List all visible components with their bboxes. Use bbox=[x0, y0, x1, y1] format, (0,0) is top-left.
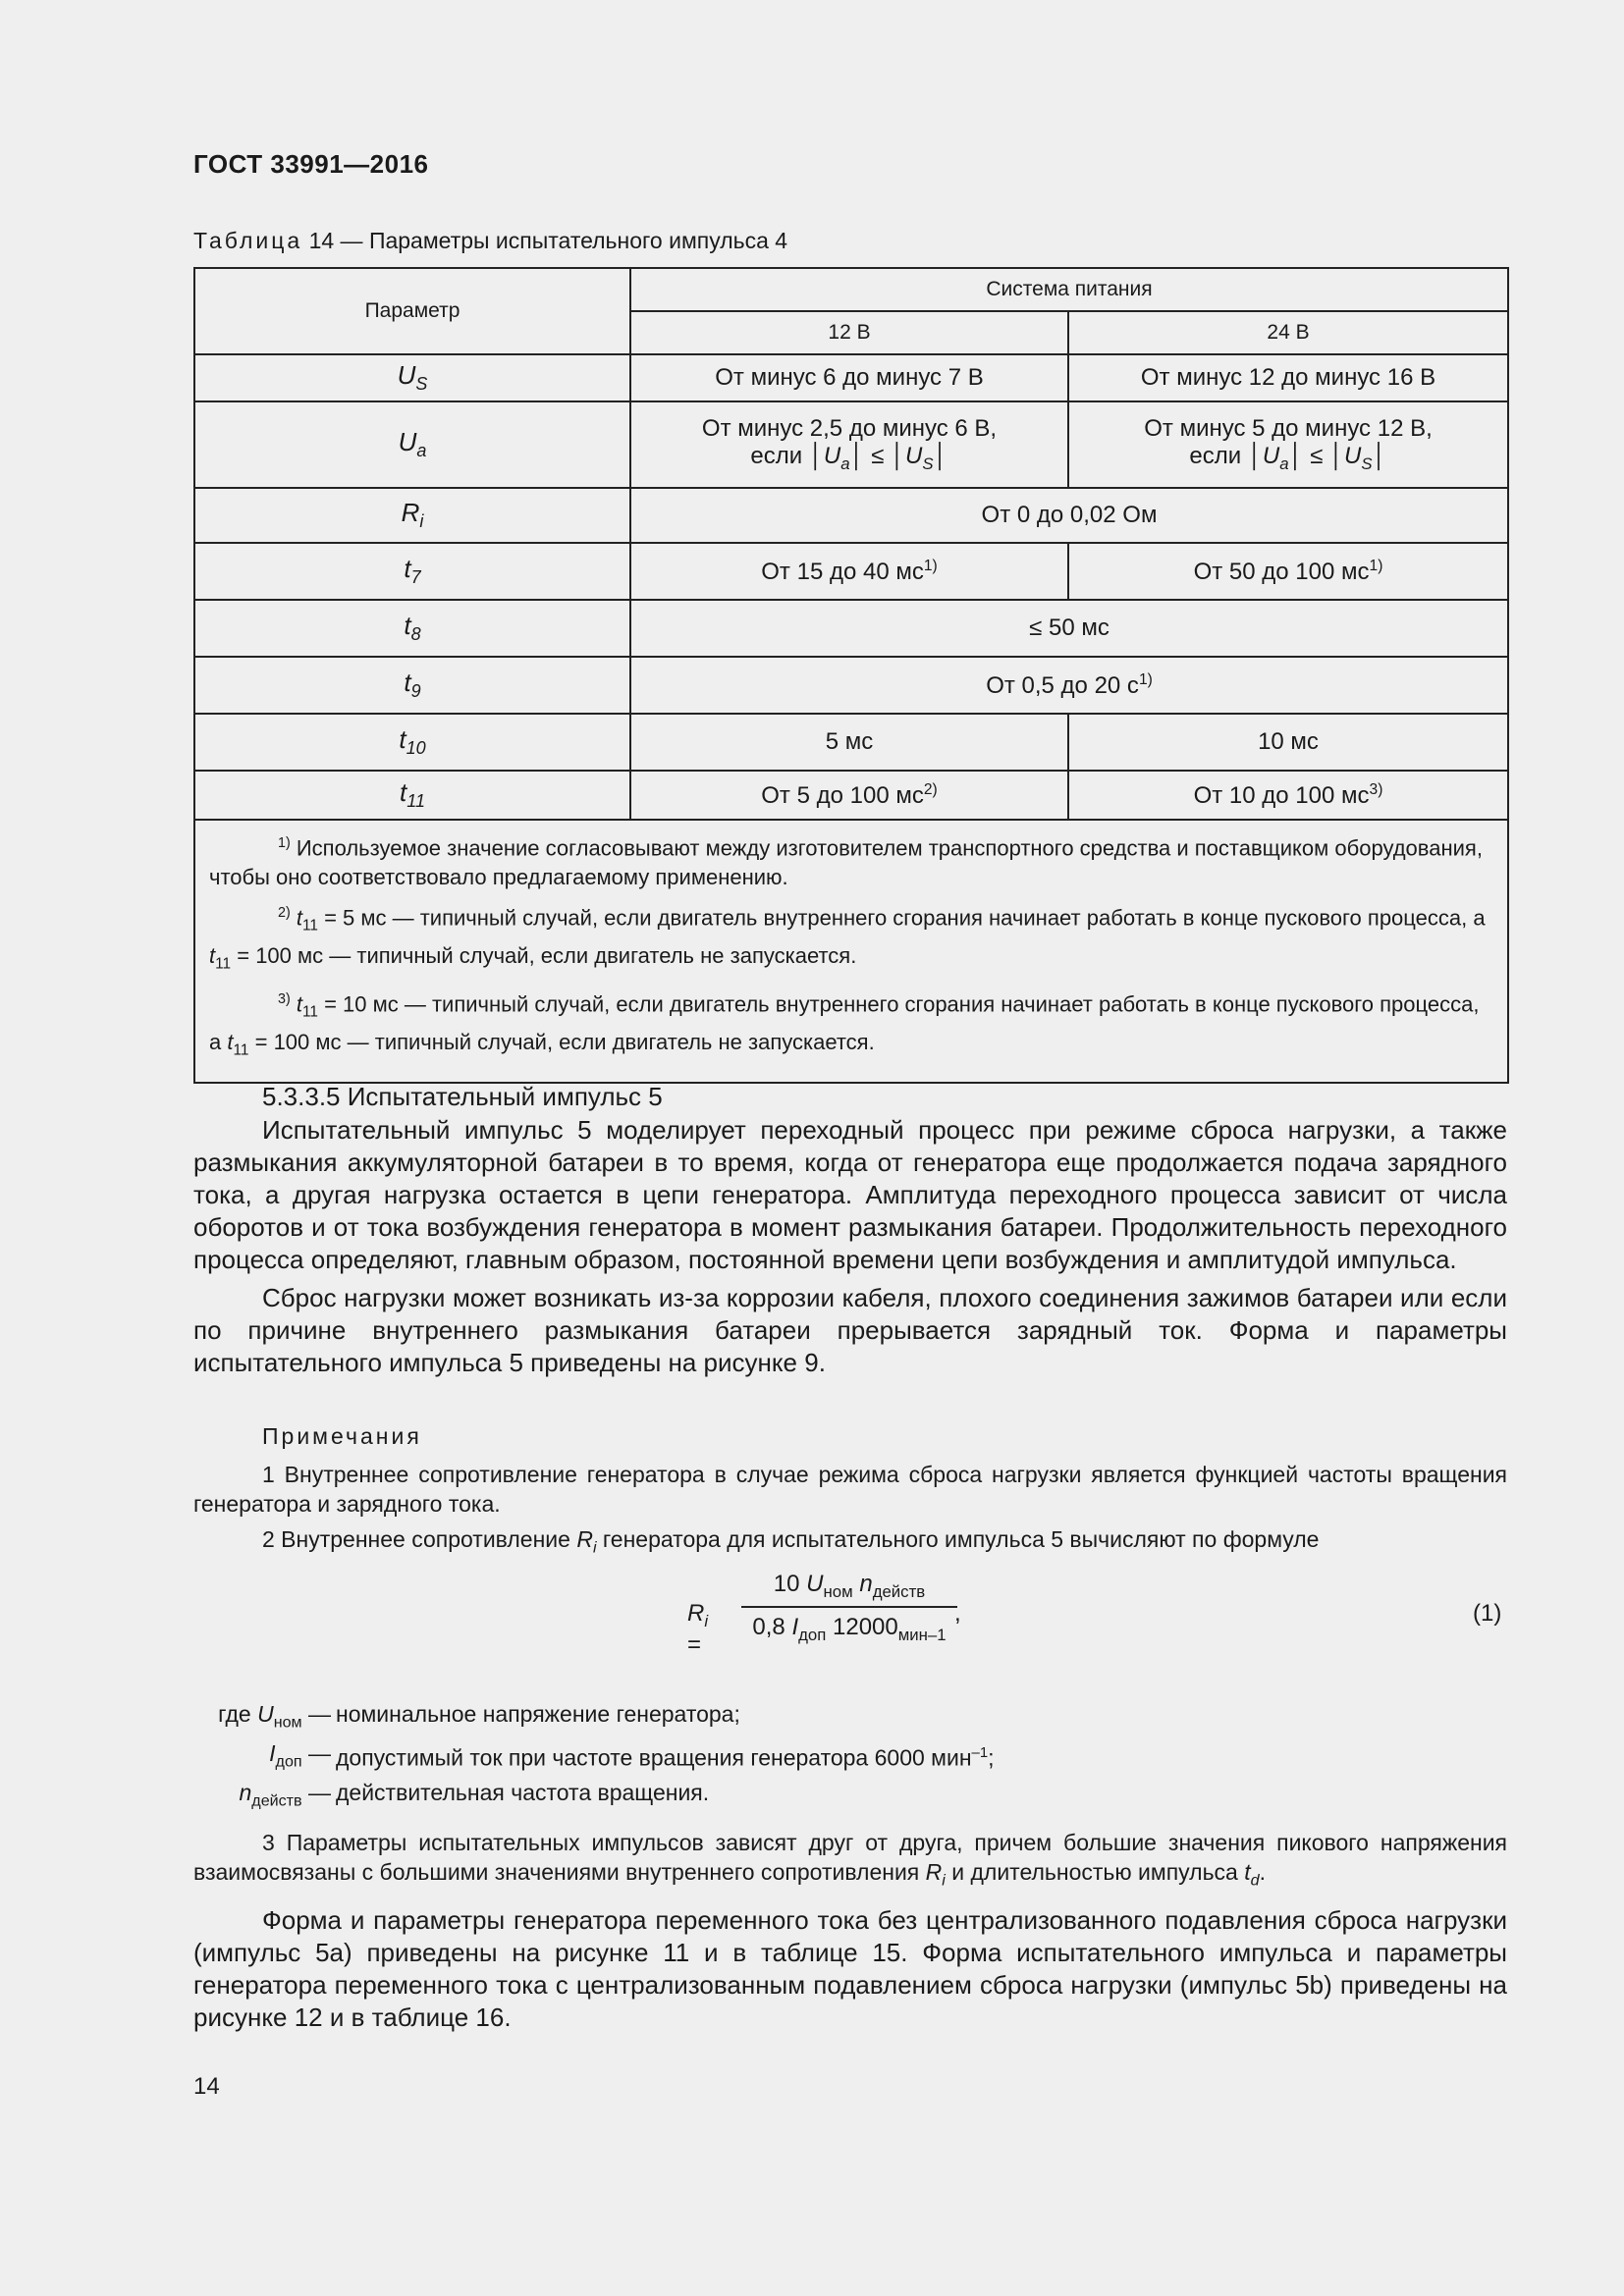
value-line: От минус 5 до минус 12 В, bbox=[1144, 415, 1433, 443]
table-row bbox=[194, 771, 1508, 820]
where-list bbox=[193, 1694, 1372, 1812]
formula-comma: , bbox=[954, 1600, 961, 1627]
where-item: где $U_{ном}$ — номинальное напряжение генератора; bbox=[218, 1701, 740, 1732]
footnote-2: $^{2)}$ $t_{11} = 5$ мс — типичный случай, если двигатель внутреннего сгорания начинает работать в конце пускового процесса, а $t_{11} = 100$ мс — типичный случай, если двигатель не запускается. bbox=[209, 905, 1486, 973]
param-symbol: $t_{11}$ bbox=[194, 771, 630, 820]
param-symbol: $U_S$ bbox=[194, 354, 630, 401]
where-item: $n_{действ}$ — действительная частота вращения. bbox=[239, 1780, 710, 1810]
value-24v: От 10 до 100 $мс^{3)}$ bbox=[1068, 771, 1508, 820]
param-symbol: $t_9$ bbox=[194, 657, 630, 714]
header-power-system: Система питания bbox=[630, 268, 1508, 311]
value-merged: ≤ 50 мс bbox=[630, 600, 1508, 657]
note-3-block bbox=[193, 1828, 1507, 1896]
page-number: 14 bbox=[193, 2073, 220, 2100]
table-row bbox=[194, 543, 1508, 600]
table-row bbox=[194, 600, 1508, 657]
paragraph-2: Сброс нагрузки может возникать из-за коррозии кабеля, плохого соединения зажимов батареи или если по причине внутреннего размыкания батареи прерывается зарядный ток. Форма и параметры испытательного импульса 5 приведены на рисунке 9. bbox=[193, 1283, 1507, 1377]
note-3: 3 Параметры испытательных импульсов зависят друг от друга, причем большие значения пикового напряжения взаимосвязаны с большими значениями внутреннего сопротивления $R_i$ и длительностью импульса $t_d$. bbox=[193, 1830, 1507, 1890]
table-footnotes bbox=[194, 820, 1508, 1083]
value-condition: если $│U_a│$ ≤ $│U_S│$ bbox=[1189, 443, 1387, 473]
parameters-table bbox=[193, 267, 1509, 1084]
footnote-1: $^{1)}$ Используемое значение согласовывают между изготовителем транспортного средства и поставщиком оборудования, чтобы оно соответствовало предлагаемому применению. bbox=[209, 835, 1483, 890]
value-line: От минус 2,5 до минус 6 В, bbox=[701, 415, 998, 443]
value-12v: От 5 до 100 $мс^{2)}$ bbox=[630, 771, 1068, 820]
value-condition: если $│U_a│$ ≤ $│U_S│$ bbox=[750, 443, 948, 473]
notes-title: Примечания bbox=[262, 1423, 422, 1449]
standard-id: ГОСТ 33991—2016 bbox=[193, 149, 429, 179]
table-row bbox=[194, 488, 1508, 543]
param-symbol: $t_8$ bbox=[194, 600, 630, 657]
value-24v: От 50 до 100 $мс^{1)}$ bbox=[1068, 543, 1508, 600]
value-12v: От 15 до 40 $мс^{1)}$ bbox=[630, 543, 1068, 600]
body-paragraphs bbox=[193, 1114, 1507, 1379]
header-24v: 24 В bbox=[1068, 311, 1508, 354]
table-row bbox=[194, 657, 1508, 714]
value-merged: От 0 до 0,02 Ом bbox=[630, 488, 1508, 543]
value-12v: От минус 6 до минус 7 В bbox=[630, 354, 1068, 401]
table-caption-label: Таблица bbox=[193, 228, 303, 253]
section-heading: 5.3.3.5 Испытательный импульс 5 bbox=[262, 1082, 663, 1111]
value-24v: От минус 12 до минус 16 В bbox=[1068, 354, 1508, 401]
value-12v bbox=[630, 401, 1068, 488]
note-1: 1 Внутреннее сопротивление генератора в случае режима сброса нагрузки является функцией частоты вращения генератора и зарядного тока. bbox=[193, 1462, 1507, 1517]
table-caption-text: 14 — Параметры испытательного импульса 4 bbox=[308, 228, 788, 253]
formula-numerator: 10 $U_{ном}$ $n_{действ}$ bbox=[741, 1571, 957, 1608]
equation-number: (1) bbox=[1473, 1600, 1502, 1627]
note-2: 2 Внутреннее сопротивление $R_i$ генератора для испытательного импульса 5 вычисляют по формуле bbox=[262, 1526, 1320, 1557]
table-footnotes-row bbox=[194, 820, 1508, 1083]
header-12v: 12 В bbox=[630, 311, 1068, 354]
table-caption bbox=[193, 228, 787, 254]
footnote-3: $^{3)}$ $t_{11} = 10$ мс — типичный случай, если двигатель внутреннего сгорания начинает работать в конце пускового процесса, а $t_{11} = 100$ мс — типичный случай, если двигатель не запускается. bbox=[209, 991, 1480, 1059]
value-24v bbox=[1068, 401, 1508, 488]
param-symbol: $t_{10}$ bbox=[194, 714, 630, 771]
header-param: Параметр bbox=[194, 268, 630, 354]
notes-block bbox=[193, 1460, 1507, 1563]
table-row bbox=[194, 714, 1508, 771]
table-row bbox=[194, 401, 1508, 488]
param-symbol: $R_i$ bbox=[194, 488, 630, 543]
value-24v: 10 мс bbox=[1068, 714, 1508, 771]
where-item: $I_{доп}$ — допустимый ток при частоте вращения генератора 6000 мин$^{-1}$; bbox=[269, 1740, 995, 1771]
param-symbol: $t_7$ bbox=[194, 543, 630, 600]
formula-lhs: $R_i$ = bbox=[687, 1600, 709, 1658]
table-row bbox=[194, 354, 1508, 401]
value-12v: 5 мс bbox=[630, 714, 1068, 771]
formula-denominator: 0,8 $I_{доп}$ $12000_{мин-1}$ bbox=[752, 1613, 947, 1644]
closing-paragraph-block bbox=[193, 1904, 1507, 2034]
paragraph-1: Испытательный импульс 5 моделирует переходный процесс при режиме сброса нагрузки, а также размыкания аккумуляторной батареи в то время, когда от генератора еще продолжается подача зарядного тока, а другая нагрузка остается в цепи генератора. Амплитуда переходного процесса зависит от числа оборотов и от тока возбуждения генератора в момент размыкания батареи. Продолжительность переходного процесса определяют, главным образом, постоянной времени цепи возбуждения и амплитудой импульса. bbox=[193, 1115, 1507, 1274]
param-symbol: $U_a$ bbox=[194, 401, 630, 488]
formula-fraction bbox=[741, 1571, 957, 1645]
value-merged: От 0,5 до 20 $с^{1)}$ bbox=[630, 657, 1508, 714]
paragraph-3: Форма и параметры генератора переменного тока без централизованного подавления сброса нагрузки (импульс 5a) приведены на рисунке 11 и в таблице 15. Форма испытательного импульса и параметры генератора переменного тока с централизованным подавлением сброса нагрузки (импульс 5b) приведены на рисунке 12 и в таблице 16. bbox=[193, 1905, 1507, 2032]
